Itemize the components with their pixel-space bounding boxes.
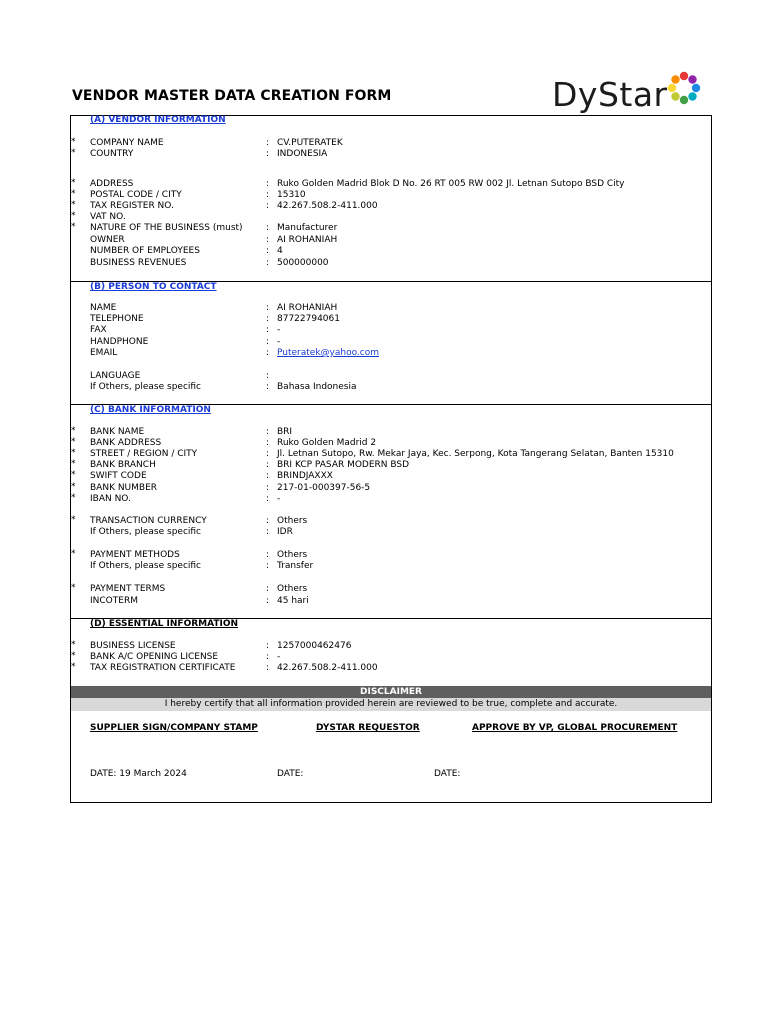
required-mark: * bbox=[71, 662, 76, 672]
tax-register-label: TAX REGISTER NO. bbox=[90, 201, 174, 211]
required-mark: * bbox=[71, 470, 76, 480]
disclaimer-heading: DISCLAIMER bbox=[71, 686, 711, 698]
country-label: COUNTRY bbox=[90, 149, 134, 159]
colon: : bbox=[266, 348, 270, 358]
required-mark: * bbox=[71, 178, 76, 188]
bank-branch-value: BRI KCP PASAR MODERN BSD bbox=[277, 460, 410, 470]
colon: : bbox=[266, 303, 270, 313]
currency-other-value: IDR bbox=[277, 527, 293, 537]
colon: : bbox=[266, 483, 270, 493]
colon: : bbox=[266, 337, 270, 347]
postal-code-value: 15310 bbox=[277, 190, 306, 200]
nature-business-label: NATURE OF THE BUSINESS (must) bbox=[90, 223, 243, 233]
required-mark: * bbox=[71, 583, 76, 593]
email-label: EMAIL bbox=[90, 348, 118, 358]
required-mark: * bbox=[71, 137, 76, 147]
colon: : bbox=[266, 438, 270, 448]
colon: : bbox=[266, 246, 270, 256]
payment-terms-label: PAYMENT TERMS bbox=[90, 584, 166, 594]
required-mark: * bbox=[71, 189, 76, 199]
dystar-logo bbox=[552, 74, 702, 118]
telephone-label: TELEPHONE bbox=[90, 314, 144, 324]
section-c-heading: (C) BANK INFORMATION bbox=[90, 405, 211, 415]
requestor-heading: DYSTAR REQUESTOR bbox=[316, 723, 420, 733]
telephone-value: 87722794061 bbox=[277, 314, 340, 324]
owner-label: OWNER bbox=[90, 235, 125, 245]
bank-license-value: - bbox=[277, 652, 281, 662]
country-value: INDONESIA bbox=[277, 149, 328, 159]
colon: : bbox=[266, 596, 270, 606]
disclaimer-text: I hereby certify that all information provided herein are reviewed to be true, complete and accurate. bbox=[71, 698, 711, 711]
incoterm-label: INCOTERM bbox=[90, 596, 138, 606]
street-label: STREET / REGION / CITY bbox=[90, 449, 198, 459]
fax-value: - bbox=[277, 325, 281, 335]
section-b-heading: (B) PERSON TO CONTACT bbox=[90, 282, 217, 292]
colon: : bbox=[266, 149, 270, 159]
street-value: Jl. Letnan Sutopo, Rw. Mekar Jaya, Kec. Serpong, Kota Tangerang Selatan, Banten 15310 bbox=[277, 449, 674, 459]
colon: : bbox=[266, 550, 270, 560]
handphone-value: - bbox=[277, 337, 281, 347]
required-mark: * bbox=[71, 493, 76, 503]
section-a-heading: (A) VENDOR INFORMATION bbox=[90, 115, 226, 125]
supplier-date: DATE: 19 March 2024 bbox=[90, 769, 187, 779]
currency-label: TRANSACTION CURRENCY bbox=[90, 516, 207, 526]
currency-other-label: If Others, please specific bbox=[90, 527, 202, 537]
required-mark: * bbox=[71, 426, 76, 436]
colon: : bbox=[266, 201, 270, 211]
company-name-label: COMPANY NAME bbox=[90, 138, 164, 148]
colon: : bbox=[266, 382, 270, 392]
required-mark: * bbox=[71, 200, 76, 210]
bank-name-value: BRI bbox=[277, 427, 293, 437]
colon: : bbox=[266, 663, 270, 673]
required-mark: * bbox=[71, 549, 76, 559]
bank-number-label: BANK NUMBER bbox=[90, 483, 158, 493]
colon: : bbox=[266, 138, 270, 148]
colon: : bbox=[266, 584, 270, 594]
bank-branch-label: BANK BRANCH bbox=[90, 460, 156, 470]
bank-name-label: BANK NAME bbox=[90, 427, 145, 437]
colon: : bbox=[266, 325, 270, 335]
required-mark: * bbox=[71, 515, 76, 525]
colon: : bbox=[266, 494, 270, 504]
bank-number-value: 217-01-000397-56-5 bbox=[277, 483, 371, 493]
tax-register-value: 42.267.508.2-411.000 bbox=[277, 201, 378, 211]
vat-label: VAT NO. bbox=[90, 212, 126, 222]
form-title: VENDOR MASTER DATA CREATION FORM bbox=[72, 88, 392, 104]
language-other-value: Bahasa Indonesia bbox=[277, 382, 357, 392]
colon: : bbox=[266, 652, 270, 662]
company-name-value: CV.PUTERATEK bbox=[277, 138, 343, 148]
payment-terms-value: Others bbox=[277, 584, 308, 594]
fax-label: FAX bbox=[90, 325, 107, 335]
payment-methods-label: PAYMENT METHODS bbox=[90, 550, 180, 560]
currency-value: Others bbox=[277, 516, 308, 526]
employees-value: 4 bbox=[277, 246, 283, 256]
business-license-value: 1257000462476 bbox=[277, 641, 352, 651]
swift-code-value: BRINDJAXXX bbox=[277, 471, 333, 481]
colon: : bbox=[266, 516, 270, 526]
colon: : bbox=[266, 527, 270, 537]
logo-wordmark: DyStar bbox=[552, 75, 668, 114]
address-value: Ruko Golden Madrid Blok D No. 26 RT 005 RW 002 Jl. Letnan Sutopo BSD City bbox=[277, 179, 625, 189]
revenues-label: BUSINESS REVENUES bbox=[90, 258, 187, 268]
required-mark: * bbox=[71, 482, 76, 492]
supplier-sign-heading: SUPPLIER SIGN/COMPANY STAMP bbox=[90, 723, 258, 733]
iban-label: IBAN NO. bbox=[90, 494, 131, 504]
owner-value: AI ROHANIAH bbox=[277, 235, 338, 245]
required-mark: * bbox=[71, 448, 76, 458]
incoterm-value: 45 hari bbox=[277, 596, 309, 606]
colon: : bbox=[266, 371, 270, 381]
nature-business-value: Manufacturer bbox=[277, 223, 338, 233]
colon: : bbox=[266, 561, 270, 571]
methods-other-label: If Others, please specific bbox=[90, 561, 202, 571]
business-license-label: BUSINESS LICENSE bbox=[90, 641, 176, 651]
colon: : bbox=[266, 235, 270, 245]
iban-value: - bbox=[277, 494, 281, 504]
colon: : bbox=[266, 471, 270, 481]
approver-heading: APPROVE BY VP, GLOBAL PROCUREMENT bbox=[472, 723, 678, 733]
handphone-label: HANDPHONE bbox=[90, 337, 149, 347]
required-mark: * bbox=[71, 640, 76, 650]
colon: : bbox=[266, 190, 270, 200]
required-mark: * bbox=[71, 148, 76, 158]
required-mark: * bbox=[71, 211, 76, 221]
contact-name-value: AI ROHANIAH bbox=[277, 303, 338, 313]
tax-certificate-value: 42.267.508.2-411.000 bbox=[277, 663, 378, 673]
required-mark: * bbox=[71, 437, 76, 447]
address-label: ADDRESS bbox=[90, 179, 134, 189]
logo-flower-icon bbox=[666, 70, 702, 106]
required-mark: * bbox=[71, 222, 76, 232]
language-other-label: If Others, please specific bbox=[90, 382, 202, 392]
bank-address-label: BANK ADDRESS bbox=[90, 438, 162, 448]
required-mark: * bbox=[71, 651, 76, 661]
section-d-heading: (D) ESSENTIAL INFORMATION bbox=[90, 619, 239, 629]
colon: : bbox=[266, 258, 270, 268]
contact-name-label: NAME bbox=[90, 303, 117, 313]
required-mark: * bbox=[71, 459, 76, 469]
bank-license-label: BANK A/C OPENING LICENSE bbox=[90, 652, 219, 662]
colon: : bbox=[266, 641, 270, 651]
colon: : bbox=[266, 427, 270, 437]
revenues-value: 500000000 bbox=[277, 258, 329, 268]
colon: : bbox=[266, 223, 270, 233]
approver-date: DATE: bbox=[434, 769, 461, 779]
colon: : bbox=[266, 449, 270, 459]
bank-address-value: Ruko Golden Madrid 2 bbox=[277, 438, 377, 448]
colon: : bbox=[266, 179, 270, 189]
colon: : bbox=[266, 314, 270, 324]
language-label: LANGUAGE bbox=[90, 371, 141, 381]
colon: : bbox=[266, 460, 270, 470]
requestor-date: DATE: bbox=[277, 769, 304, 779]
postal-code-label: POSTAL CODE / CITY bbox=[90, 190, 182, 200]
employees-label: NUMBER OF EMPLOYEES bbox=[90, 246, 200, 256]
swift-code-label: SWIFT CODE bbox=[90, 471, 147, 481]
methods-other-value: Transfer bbox=[277, 561, 314, 571]
tax-certificate-label: TAX REGISTRATION CERTIFICATE bbox=[90, 663, 236, 673]
email-link[interactable]: Puteratek@yahoo.com bbox=[277, 348, 380, 358]
payment-methods-value: Others bbox=[277, 550, 308, 560]
